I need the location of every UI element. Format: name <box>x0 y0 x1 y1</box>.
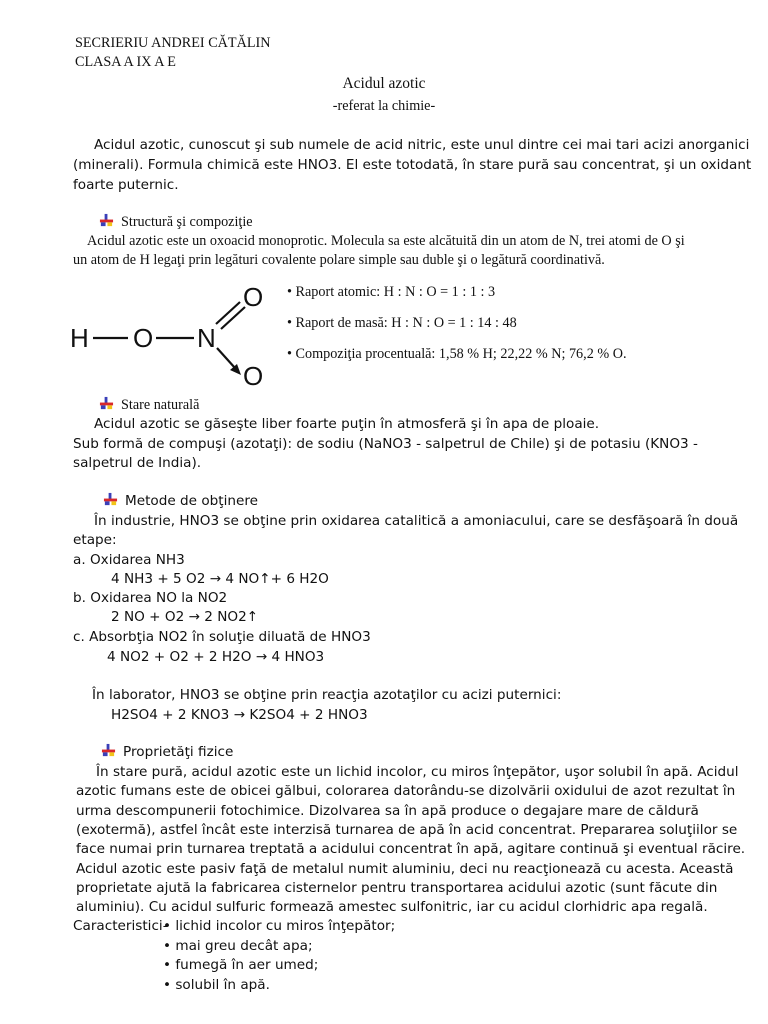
methods-line: În industrie, HNO3 se obţine prin oxidarea catalitică a amoniacului, care se desfăşoară în două <box>94 513 739 529</box>
atom-o2: O <box>243 282 264 312</box>
characteristic-item: • lichid incolor cu miros înţepător; <box>163 918 396 934</box>
section-bullet-icon <box>103 492 118 507</box>
fact-atomic-ratio: • Raport atomic: H : N : O = 1 : 1 : 3 <box>287 284 496 300</box>
characteristics-label: Caracteristici- <box>73 918 168 934</box>
step-equation: 2 NO + O2 → 2 NO2↑ <box>111 609 259 625</box>
section-heading-label: Proprietăţi fizice <box>123 744 234 760</box>
structure-line: Acidul azotic este un oxoacid monoprotic. Molecula sa este alcătuită din un atom de N, trei atomi de O şi <box>87 233 685 249</box>
structure-line: un atom de H legaţi prin legături covalente polare simple sau duble şi o legătură coordinativă. <box>73 252 605 268</box>
page-title: Acidul azotic <box>342 75 426 92</box>
step-equation: 4 NO2 + O2 + 2 H2O → 4 HNO3 <box>107 649 325 665</box>
natural-line: Sub formă de compuşi (azotaţi): de sodiu (NaNO3 - salpetrul de Chile) şi de potasiu (KNO3 - <box>73 436 698 452</box>
lab-line: În laborator, HNO3 se obţine prin reacţia azotaţilor cu acizi puternici: <box>92 687 562 703</box>
physical-line: proprietate ajută la fabricarea cisternelor pentru transportarea acidului azotic (sunt făcute din <box>76 880 718 896</box>
section-heading-structure <box>99 213 253 232</box>
section-heading-methods <box>103 492 258 511</box>
step-label: b. Oxidarea NO la NO2 <box>73 590 228 606</box>
intro-line: foarte puternic. <box>73 177 179 193</box>
intro-line: Acidul azotic, cunoscut şi sub numele de acid nitric, este unul dintre cei mai tari acizi anorganici <box>94 137 750 153</box>
fact-percent-composition: • Compoziţia procentuală: 1,58 % H; 22,22 % N; 76,2 % O. <box>287 346 627 362</box>
atom-o1: O <box>133 323 154 353</box>
section-heading-physical <box>101 743 233 762</box>
section-bullet-icon <box>101 743 116 758</box>
physical-line: În stare pură, acidul azotic este un lichid incolor, cu miros înţepător, uşor solubil în apă. Acidul <box>96 764 739 780</box>
characteristic-item: • fumegă în aer umed; <box>163 957 319 973</box>
step-label: c. Absorbţia NO2 în soluţie diluată de HNO3 <box>73 629 371 645</box>
lab-equation: H2SO4 + 2 KNO3 → K2SO4 + 2 HNO3 <box>111 707 368 723</box>
characteristic-item: • solubil în apă. <box>163 977 270 993</box>
atom-h: H <box>70 323 89 353</box>
author-name: SECRIERIU ANDREI CĂTĂLIN <box>75 35 271 51</box>
methods-line: etape: <box>73 532 117 548</box>
atom-n: N <box>197 323 216 353</box>
physical-line: (exotermă), astfel încât este interzisă turnarea de apă în acid concentrat. Prepararea soluţiilor se <box>76 822 738 838</box>
section-bullet-icon <box>99 396 114 411</box>
class-name: CLASA A IX A E <box>75 54 176 70</box>
section-heading-label: Structură şi compoziţie <box>121 214 253 230</box>
step-label: a. Oxidarea NH3 <box>73 552 185 568</box>
natural-line: salpetrul de India). <box>73 455 202 471</box>
section-heading-label: Metode de obţinere <box>125 493 259 509</box>
page-subtitle: -referat la chimie- <box>332 98 436 114</box>
physical-line: aluminiu). Cu acidul sulfuric formează amestec sulfonitric, iar cu acidul clorhidric apa regală. <box>76 899 708 915</box>
hno3-structure-diagram <box>66 280 276 390</box>
fact-mass-ratio: • Raport de masă: H : N : O = 1 : 14 : 48 <box>287 315 517 331</box>
atom-o3: O <box>243 361 264 390</box>
physical-line: Acidul azotic este pasiv faţă de metalul numit aluminiu, deci nu reacţionează cu acesta. Această <box>76 861 734 877</box>
section-heading-label: Stare naturală <box>121 397 200 413</box>
step-equation: 4 NH3 + 5 O2 → 4 NO↑+ 6 H2O <box>111 571 329 587</box>
section-bullet-icon <box>99 213 114 228</box>
section-heading-natural <box>99 396 199 415</box>
natural-line: Acidul azotic se găseşte liber foarte puţin în atmosferă şi în apa de ploaie. <box>94 416 600 432</box>
physical-line: face numai prin turnarea treptată a acidului concentrat în apă, agitare continuă şi eventual răcire. <box>76 841 746 857</box>
intro-line: (minerali). Formula chimică este HNO3. El este totodată, în stare pură sau concentrat, şi un oxidant <box>73 157 752 173</box>
physical-line: azotic fumans este de obicei gălbui, colorarea datorându-se dizolvării oxidului de azot rezultat în <box>76 783 736 799</box>
physical-line: urma descompunerii fotochimice. Dizolvarea sa în apă produce o degajare mare de căldură <box>76 803 699 819</box>
characteristic-item: • mai greu decât apa; <box>163 938 313 954</box>
